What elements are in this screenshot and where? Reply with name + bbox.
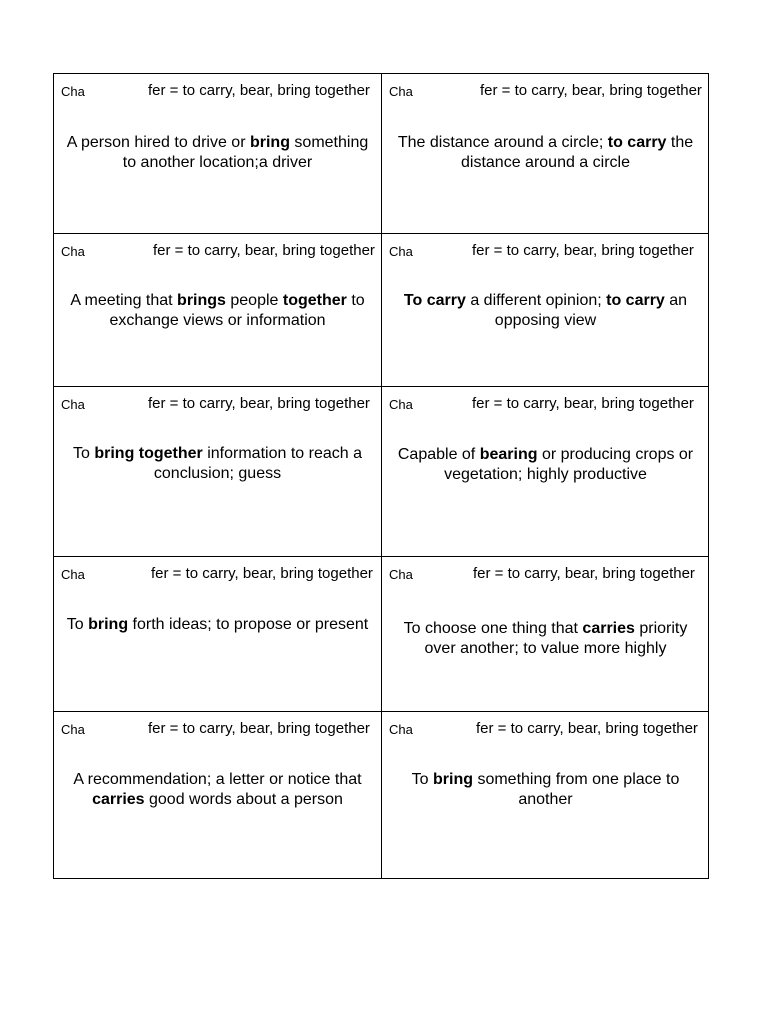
definition-text: information to reach a conclusion; guess [153, 445, 362, 482]
definition-text: or producing crops or vegetation; highly productive [444, 446, 694, 483]
definition-text: something to another location;a driver [122, 134, 369, 171]
definition-text: To [411, 771, 433, 788]
card-root: fer = to carry, bear, bring together [472, 395, 694, 412]
definition-bold-text: bearing [479, 446, 538, 463]
card-root: fer = to carry, bear, bring together [153, 242, 375, 259]
definition-bold-text: bring together [94, 445, 203, 462]
definition-bold-text: carries [582, 620, 635, 637]
flashcard-sheet [53, 73, 709, 879]
flashcard [54, 557, 382, 712]
definition-text: A recommendation; a letter or notice that [73, 771, 362, 788]
definition-bold-text: bring [249, 134, 290, 151]
definition-text: The distance around a circle; [397, 134, 608, 151]
card-root: fer = to carry, bear, bring together [476, 720, 698, 737]
card-definition [388, 133, 703, 173]
definition-text: a different opinion; [465, 292, 607, 309]
definition-text: the distance around a circle [461, 134, 694, 171]
card-tag: Cha [61, 84, 85, 99]
card-root: fer = to carry, bear, bring together [148, 395, 370, 412]
definition-bold-text: together [282, 292, 347, 309]
card-tag: Cha [389, 722, 413, 737]
flashcard [382, 74, 709, 234]
card-root: fer = to carry, bear, bring together [148, 720, 370, 737]
definition-text: an opposing view [494, 292, 688, 329]
definition-bold-text: To carry [403, 292, 466, 309]
definition-text: to exchange views or information [109, 292, 365, 329]
flashcard [382, 387, 709, 557]
definition-text: To choose one thing that [403, 620, 583, 637]
card-definition [388, 291, 703, 331]
definition-text: forth ideas; to propose or present [128, 616, 369, 633]
card-definition [60, 133, 375, 173]
definition-bold-text: bring [88, 616, 129, 633]
card-tag: Cha [61, 397, 85, 412]
definition-bold-text: to carry [607, 134, 667, 151]
flashcard [382, 557, 709, 712]
definition-text: good words about a person [144, 791, 343, 808]
card-definition [388, 445, 703, 485]
definition-bold-text: bring [433, 771, 473, 788]
card-definition [388, 619, 703, 659]
card-tag: Cha [61, 722, 85, 737]
card-tag: Cha [389, 244, 413, 259]
card-root: fer = to carry, bear, bring together [148, 82, 370, 99]
card-tag: Cha [61, 244, 85, 259]
flashcard [54, 234, 382, 387]
definition-text: Capable of [397, 446, 480, 463]
definition-bold-text: to carry [606, 292, 665, 309]
card-tag: Cha [389, 567, 413, 582]
card-definition [60, 444, 375, 484]
flashcard [54, 712, 382, 878]
flashcard [382, 712, 709, 878]
definition-text: something from one place to another [473, 771, 680, 808]
definition-text: A person hired to drive or [66, 134, 250, 151]
definition-bold-text: carries [92, 791, 145, 808]
card-root: fer = to carry, bear, bring together [472, 242, 694, 259]
definition-bold-text: brings [177, 292, 226, 309]
card-definition [388, 770, 703, 810]
card-root: fer = to carry, bear, bring together [473, 565, 695, 582]
card-tag: Cha [61, 567, 85, 582]
definition-text: A meeting that [70, 292, 178, 309]
flashcard [54, 387, 382, 557]
definition-text: To [73, 445, 95, 462]
card-definition [60, 770, 375, 810]
flashcard [54, 74, 382, 234]
card-definition [60, 615, 375, 635]
card-tag: Cha [389, 84, 413, 99]
card-root: fer = to carry, bear, bring together [151, 565, 373, 582]
definition-text: priority over another; to value more highly [424, 620, 688, 657]
definition-text: people [225, 292, 283, 309]
flashcard [382, 234, 709, 387]
definition-text: To [66, 616, 89, 633]
card-tag: Cha [389, 397, 413, 412]
card-definition [60, 291, 375, 331]
card-root: fer = to carry, bear, bring together [480, 82, 702, 99]
